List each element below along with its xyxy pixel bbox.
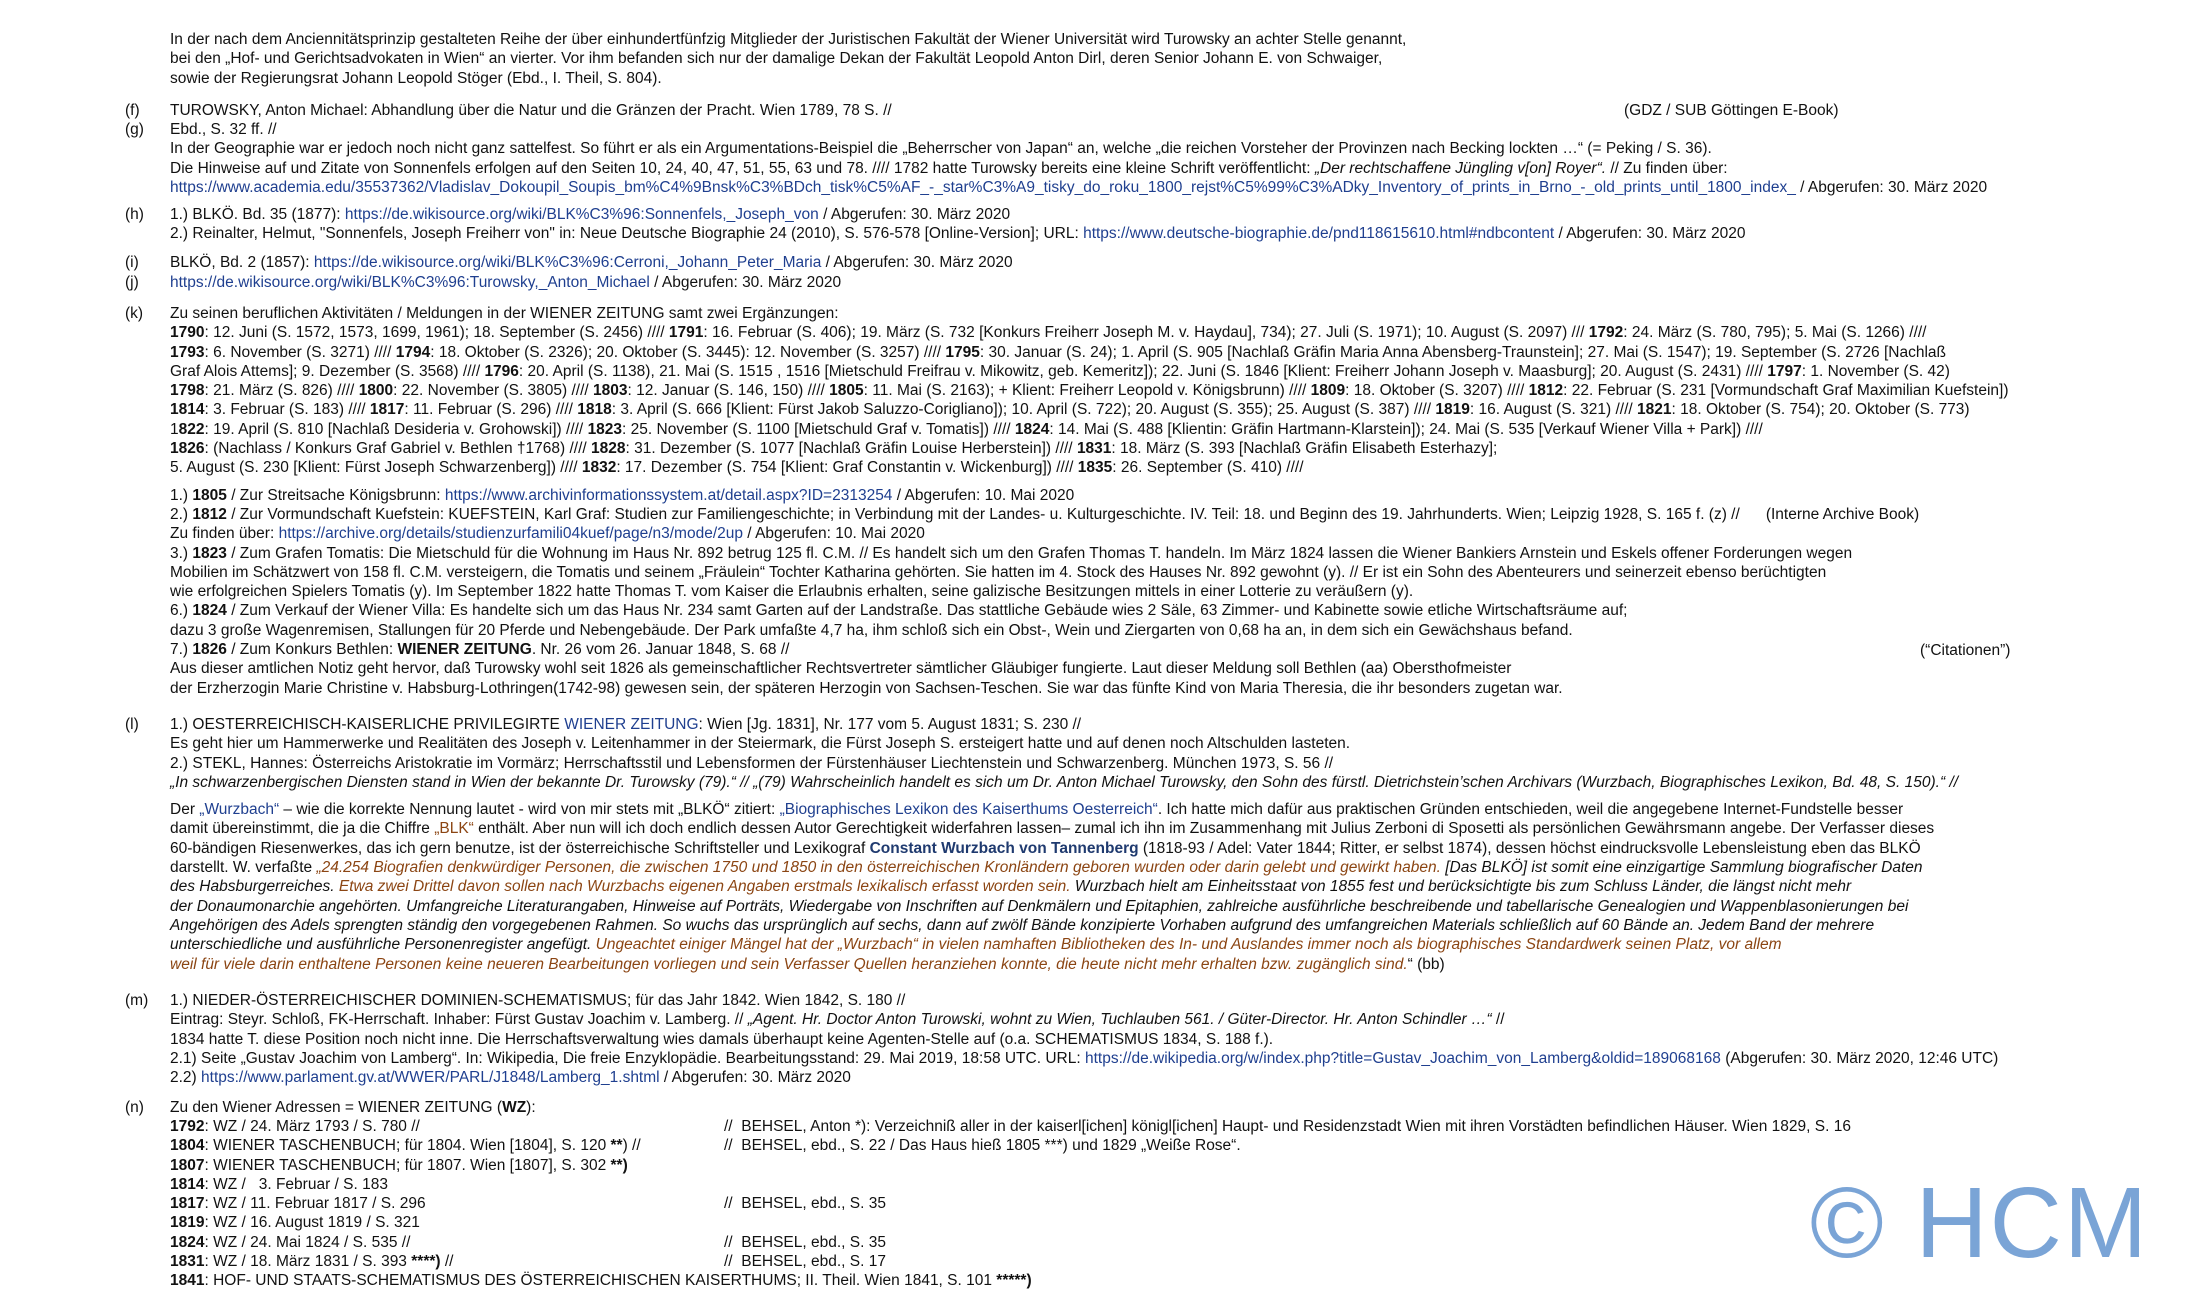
text: / Abgerufen: 30. März 2020 (1795, 178, 1988, 196)
behsel-entry (724, 1156, 1924, 1175)
spacer (170, 792, 2190, 800)
quoted-title: „Der rechtschaffene Jüngling v[on] Royer“. (1314, 159, 1607, 177)
supplement-1 (170, 486, 2190, 505)
intro-line: sowie der Regierungsrat Johann Leopold Stöger (Ebd., I. Theil, S. 804). (170, 69, 662, 87)
footnote-label-g: (g) (125, 121, 144, 138)
citationen-note: (“Citationen”) (1920, 642, 2011, 659)
text: Der (170, 801, 200, 819)
footnote-j (170, 273, 2190, 292)
year: 1826 (192, 641, 227, 659)
quote: unterschiedliche und ausführliche Personenregister angefügt. (170, 936, 596, 954)
behsel-list (724, 1117, 1924, 1291)
footnote-label-f: (f) (125, 102, 140, 119)
wurzbach-line (170, 955, 2190, 974)
entry-line: 1790: 12. Juni (S. 1572, 1573, 1699, 1961); 18. September (S. 2456) //// 1791: 16. Februar (S. 406); 19. März (S. 732 [Konkurs Freiherr Joseph M. v. Haydau], 734); 27. Juli (S. 1971); 10. August (S. 2097) /// 1792: 24. März (S. 780, 795); 5. Mai (S. 1266) //// (170, 324, 1927, 342)
footnote-i-line (170, 253, 2190, 272)
year: 1823 (192, 544, 227, 562)
text: 3.) (170, 544, 193, 562)
supplement-7-line: Aus dieser amtlichen Notiz geht hervor, daß Turowsky wohl seit 1826 als gemeinschaftlicher Rechtsvertreter sämtlicher Gläubiger fungierte. Laut dieser Meldung soll Bethlen (aa) Obersthofmeister (170, 660, 1512, 678)
footnote-m-line (170, 1049, 2190, 1068)
footnote-l-quote: „In schwarzenbergischen Diensten stand in Wien der bekannte Dr. Turowsky (79).“ // „(79) Wahrscheinlich handelt es sich um Dr. Anton Michael Turowsky, den Sohn des fürstl. Dietrichstein’schen Archivars (Wurzbach, Biographisches Lexikon, Bd. 48, S. 150).“ // (170, 773, 1959, 791)
text: “ (bb) (1407, 955, 1445, 973)
footnote-m-line: 1.) NIEDER-ÖSTERREICHISCHER DOMINIEN-SCHEMATISMUS; für das Jahr 1842. Wien 1842, S. 180 // (170, 992, 906, 1009)
supplement-2-line (170, 524, 2190, 543)
text: damit übereinstimmt, die ja die Chiffre (170, 820, 435, 838)
newspaper-name: WIENER ZEITUNG (397, 641, 532, 659)
supplement-3-line: Mobilien im Schätzwert von 158 fl. C.M. versteigern, die Tomatis und seinem „Fräulein“ Tochter Katharina gehörten. Sie hatten im 4. Stock des Hauses Nr. 892 gewohnt (y). // Er ist ein Sohn des Abenteurers und seinerzeit ebenso berüchtigten (170, 563, 1827, 581)
footnote-l-line (170, 715, 2190, 734)
wurzbach-line (170, 800, 2190, 819)
blk-term: „BLK“ (434, 820, 474, 838)
quote: des Habsburgerreiches. (170, 878, 339, 896)
behsel-entry: // BEHSEL, Anton *): Verzeichniß aller in der kaiserl[ichen] königl[ichen] Haupt- und Residenzstadt Wien mit ihren Vorstädten befindlichen Häuser. Wien 1829, S. 16 (724, 1118, 1851, 1135)
quote: Ungeachtet einiger Mängel hat der „Wurzbach“ in vielen namhaften Bibliotheken des In- und Auslandes immer noch als biographisches Standardwerk seinen Platz, vor allem (595, 936, 1782, 954)
newspaper-name: WIENER ZEITUNG (564, 716, 699, 733)
quote: Etwa zwei Drittel davon sollen nach Wurzbachs eigenen Angaben erstmals lexikalisch erfasst worden sein. (338, 878, 1071, 896)
supplement-6-line: dazu 3 große Wagenremisen, Stallungen für 20 Pferde und Nebengebäude. Der Park umfaßte 4,7 ha, ihm schloß sich ein Obst-, Wein und Ziergarten von 0,68 ha an, in dem sich ein Gewächshaus befand. (170, 621, 1573, 639)
text: 1.) (170, 486, 193, 504)
supplement-2 (170, 505, 2190, 524)
footnote-l-line: Es geht hier um Hammerwerke und Realitäten des Joseph v. Leitenhammer in der Steiermark, die Fürst Joseph S. ersteigert hatte und auf denen noch Altschulden lasteten. (170, 735, 1351, 753)
text: / Zur Vormundschaft Kuefstein: KUEFSTEIN, Karl Graf: Studien zur Familiengeschichte; in Verbindung mit der Landes- u. Kulturgeschichte. IV. Teil: 18. und Beginn des 19. Jahrhunderts. Wien; Leipzig 1928, S. 165 f. (z) // (226, 505, 1740, 523)
address-entry: 1819: WZ / 16. August 1819 / S. 321 (170, 1214, 420, 1232)
address-entry: 1814: WZ / 3. Februar / S. 183 (170, 1175, 388, 1193)
author-name: Constant Wurzbach von Tannenberg (869, 839, 1139, 857)
footnote-m (170, 991, 2190, 1087)
quote: Wurzbach hielt am Einheitsstaat von 1855 fest und berücksichtigte bis zum Schluss Länder, die längst nicht mehr (1070, 878, 1852, 896)
quote: weil für viele darin enthaltene Personen keine neueren Bearbeitungen vorliegen und sein Verfasser Quellen heranziehen konnte, die heute nicht mehr erhalten bzw. zugänglich sind. (170, 955, 1408, 973)
text: // (1491, 1011, 1505, 1029)
supplement-6 (170, 601, 2190, 620)
text: / Abgerufen: 10. Mai 2020 (743, 525, 925, 543)
wurzbach-line: Angehörigen des Adels sprengten ständig den vorgegebenen Rahmen. So wuchs das ursprünglich auf sechs, dann auf zwölf Bände konzipierte Vorhaben aufgrund des umfangreichen Materials schließlich auf 60 Bände an. Jedem Band der mehrere (170, 916, 1875, 934)
behsel-entry (724, 1213, 1924, 1232)
wikisource-cerroni-link[interactable]: https://de.wikisource.org/wiki/BLK%C3%96:Cerroni,_Johann_Peter_Maria (313, 254, 822, 271)
text: Eintrag: Steyr. Schloß, FK-Herrschaft. Inhaber: Fürst Gustav Joachim v. Lamberg. // (170, 1011, 748, 1029)
entry-line: 5. August (S. 230 [Klient: Fürst Joseph Schwarzenberg]) //// 1832: 17. Dezember (S. 754 [Klient: Graf Constantin v. Wickenburg]) //// 1835: 26. September (S. 410) //// (170, 459, 1304, 477)
wurzbach-line (170, 839, 2190, 858)
behsel-entry (724, 1271, 1924, 1290)
wiener-zeitung-entries (170, 323, 2190, 477)
academia-link[interactable]: https://www.academia.edu/35537362/Vladislav_Dokoupil_Soupis_bm%C4%9Bnsk%C3%BDch_tisk%C5%AF_-_star%C3%A9_tisky_do_roku_1800_rejst%C5%99%C3%ADky_Inventory_of_prints_in_Brno_-_old_prints_until_1800_index_ (170, 178, 1796, 196)
footnote-g-line: Ebd., S. 32 ff. // (170, 121, 277, 138)
footnote-label-h: (h) (125, 206, 144, 223)
address-entry: 1817: WZ / 11. Februar 1817 / S. 296 (170, 1195, 426, 1213)
text: . Ich hatte mich dafür aus praktischen Gründen entschieden, weil die angegebene Internet-Fundstelle besser (1157, 801, 1904, 819)
entry-line: 1798: 21. März (S. 826) //// 1800: 22. November (S. 3805) //// 1803: 12. Januar (S. 146, 150) //// 1805: 11. Mai (S. 2163); + Klient: Freiherr Leopold v. Königsbrunn) //// 1809: 18. Oktober (S. 3207) //// 1812: 22. Februar (S. 231 [Vormundschaft Graf Maximilian Kuefstein]) (170, 382, 2009, 400)
footnote-f-text: TUROWSKY, Anton Michael: Abhandlung über die Natur und die Gränzen der Pracht. Wien 1789, 78 S. // (170, 102, 892, 119)
entry-line: 1814: 3. Februar (S. 183) //// 1817: 11. Februar (S. 296) //// 1818: 3. April (S. 666 [Klient: Fürst Jakob Saluzzo-Corigliano]); 10. April (S. 722); 20. August (S. 355); 25. August (S. 387) //// 1819: 16. August (S. 321) //// 1821: 18. Oktober (S. 754); 20. Oktober (S. 773) (170, 401, 1970, 419)
text: / Abgerufen: 10. Mai 2020 (892, 486, 1075, 504)
footnote-j-line (170, 273, 2190, 292)
text: / Zum Verkauf der Wiener Villa: Es handelte sich um das Haus Nr. 234 samt Garten auf der Landstraße. Das stattliche Gebäude wies 2 Säle, 63 Zimmer- und Kabinette sowie etliche Wirtschaftsräume auf; (226, 602, 1628, 620)
wurzbach-term: „Wurzbach“ (199, 801, 280, 819)
address-entry: 1807: WIENER TASCHENBUCH; für 1807. Wien [1807], S. 302 **) (170, 1156, 628, 1174)
text: 7.) (170, 641, 193, 659)
text: / Abgerufen: 30. März 2020 (659, 1069, 851, 1087)
behsel-entry: // BEHSEL, ebd., S. 22 / Das Haus hieß 1805 ***) und 1829 „Weiße Rose“. (724, 1137, 1241, 1155)
address-entry: 1804: WIENER TASCHENBUCH; für 1804. Wien [1804], S. 120 **) // (170, 1137, 641, 1155)
footnote-g-line: In der Geographie war er jedoch noch nicht ganz sattelfest. So führt er als ein Argumentations-Beispiel die „Beherrscher von Japan“ an, welche „die reichen Vorsteher der Provinzen nach Becking lockten …“ (= Peking / S. 36). (170, 140, 1712, 158)
footnote-m-line (170, 1068, 2190, 1087)
text: / Abgerufen: 30. März 2020 (821, 254, 1013, 271)
footnote-i (170, 253, 2190, 272)
copyright-watermark: © HCM (1810, 1167, 2150, 1279)
address-entry: 1824: WZ / 24. Mai 1824 / S. 535 // (170, 1233, 411, 1251)
behsel-entry (724, 1175, 1924, 1194)
parlament-link[interactable]: https://www.parlament.gv.at/WWER/PARL/J1848/Lamberg_1.shtml (201, 1069, 660, 1087)
text: 2.) (170, 505, 193, 523)
footnote-n-head: Zu den Wiener Adressen = WIENER ZEITUNG (WZ): (170, 1099, 536, 1116)
text: / Abgerufen: 30. März 2020 (1554, 225, 1746, 243)
year: 1812 (192, 505, 227, 523)
text: 2.2) (170, 1069, 202, 1087)
footnote-f (170, 101, 2190, 120)
text: // Zu finden über: (1606, 159, 1728, 177)
text: / Zum Grafen Tomatis: Die Mietschuld für die Wohnung im Haus Nr. 892 betrug 125 fl. C.M. // Es handelt sich um den Grafen Thomas T. handeln. Im März 1824 lassen die Wiener Bankiers Arnstein und Eskels offener Forderungen wegen (226, 544, 1853, 562)
source-note: (Interne Archive Book) (1765, 505, 1920, 523)
text: / Zum Konkurs Bethlen: (226, 641, 398, 659)
text: (Abgerufen: 30. März 2020, 12:46 UTC) (1720, 1049, 1999, 1067)
text: Die Hinweise auf und Zitate von Sonnenfels erfolgen auf den Seiten 10, 24, 40, 47, 51, 55, 63 und 78. //// 1782 hatte Turowsky bereits eine kleine Schrift veröffentlicht: (170, 159, 1315, 177)
text: 1.) OESTERREICHISCH-KAISERLICHE PRIVILEGIRTE (170, 716, 565, 733)
footnote-label-l: (l) (125, 716, 139, 733)
footnote-label-m: (m) (125, 992, 149, 1009)
footnote-h-line (170, 205, 2190, 224)
footnote-label-k: (k) (125, 305, 144, 322)
wurzbach-line (170, 858, 2190, 877)
address-entry: 1792: WZ / 24. März 1793 / S. 780 // (170, 1118, 420, 1135)
footnote-h-line (170, 224, 2190, 243)
wurzbach-line (170, 877, 2190, 896)
footnote-n (170, 1098, 2190, 1117)
text: / Abgerufen: 30. März 2020 (818, 206, 1011, 223)
footnote-k (170, 304, 2190, 698)
quote: „Agent. Hr. Doctor Anton Turowski, wohnt zu Wien, Tuchlauben 561. / Güter-Director. Hr. Anton Schindler …“ (747, 1011, 1492, 1029)
text: darstellt. W. verfaßte (170, 859, 317, 877)
supplement-3-line: wie erfolgreichen Spielers Tomatis (y). Im September 1822 hatte Thomas T. vom Kaiser die Erlaubnis erhalten, seine galizische Besitzungen mittels in einer Lotterie zu veräußern (y). (170, 583, 1414, 601)
entry-line: Graf Alois Attems]; 9. Dezember (S. 3568) //// 1796: 20. April (S. 1138), 21. Mai (S. 1515 , 1516 [Mietschuld Freifrau v. Mikowitz, geb. Kemeritz]); 22. Juni (S. 1846 [Klient: Freiherr Johann Joseph v. Maasburg]; 20. August (S. 2431) //// 1797: 1. November (S. 42) (170, 362, 1950, 380)
quote: „24.254 Biografien denkwürdiger Personen, die zwischen 1750 und 1850 in den österreichischen Kronländern geboren wurden oder darin gelebt und gewirkt haben. (316, 859, 1441, 877)
behsel-entry: // BEHSEL, ebd., S. 17 (724, 1253, 886, 1271)
entry-line: 1793: 6. November (S. 3271) //// 1794: 18. Oktober (S. 2326); 20. Oktober (S. 3445): 12. November (S. 3257) //// 1795: 30. Januar (S. 24); 1. April (S. 905 [Nachlaß Gräfin Maria Anna Abensberg-Traunstein]; 27. Mai (S. 1547); 19. September (S. 2726 [Nachlaß (170, 343, 1946, 361)
archivinformationssystem-link[interactable]: https://www.archivinformationssystem.at/detail.aspx?ID=2313254 (444, 486, 893, 504)
footnote-g-line (170, 178, 2190, 197)
footnote-m-line (170, 1010, 2190, 1029)
wikisource-sonnenfels-link[interactable]: https://de.wikisource.org/wiki/BLK%C3%96:Sonnenfels,_Joseph_von (344, 206, 819, 223)
text: 6.) (170, 602, 193, 620)
wurzbach-line: der Donaumonarchie angehörten. Umfangreiche Literaturangaben, Hinweise auf Porträts, Wiedergabe von Inschriften auf Denkmälern und Epitaphien, zahlreiche ausführliche beschreibende und tabellarische Genealogien und Wappenblasonierungen bei (170, 897, 1909, 915)
entry-line: 1826: (Nachlass / Konkurs Graf Gabriel v. Bethlen †1768) //// 1828: 31. Dezember (S. 1077 [Nachlaß Gräfin Louise Herberstein]) //// 1831: 18. März (S. 393 [Nachlaß Gräfin Elisabeth Esterhazy]; (170, 440, 1498, 458)
text: BLKÖ, Bd. 2 (1857): (170, 254, 314, 271)
footnote-l (170, 715, 2190, 974)
text: (1818-93 / Adel: Vater 1844; Ritter, er selbst 1874), dessen höchst eindrucksvolle Lebensleistung eben das BLKÖ (1138, 839, 1921, 857)
footnote-label-i: (i) (125, 254, 139, 271)
text: 1.) BLKÖ. Bd. 35 (1877): (170, 206, 345, 223)
supplement-7-line: der Erzherzogin Marie Christine v. Habsburg-Lothringen(1742-98) gewesen sein, der späteren Herzogin von Sachsen-Teschen. Sie war das fünfte Kind von Maria Theresia, die ihr besonders zugetan war. (170, 679, 1563, 697)
behsel-entry: // BEHSEL, ebd., S. 35 (724, 1195, 886, 1213)
footnote-l-line: 2.) STEKL, Hannes: Österreichs Aristokratie im Vormärz; Herrschaftsstil und Lebensformen der Fürstenhäuser Liechtenstein und Schwarzenberg. München 1973, S. 56 // (170, 754, 1334, 772)
intro-paragraph (170, 30, 2190, 88)
footnote-g (170, 120, 2190, 197)
footnote-label-j: (j) (125, 274, 139, 291)
quote: [Das BLKÖ] ist somit eine einzigartige Sammlung biografischer Daten (1440, 859, 1923, 877)
lexikon-title: „Biographisches Lexikon des Kaiserthums Oesterreich“ (779, 801, 1158, 819)
entry-line: 1822: 19. April (S. 810 [Nachlaß Desideria v. Grohowski]) //// 1823: 25. November (S. 1100 [Mietschuld Graf v. Tomatis]) //// 1824: 14. Mai (S. 488 [Klientin: Gräfin Hartmann-Klarstein]); 24. Mai (S. 535 [Verkauf Wiener Villa + Park]) //// (170, 420, 1763, 438)
address-entry: 1831: WZ / 18. März 1831 / S. 393 ****) // (170, 1253, 454, 1271)
text: / Zur Streitsache Königsbrunn: (226, 486, 445, 504)
footnote-g-line (170, 159, 2190, 178)
address-entry: 1841: HOF- UND STAATS-SCHEMATISMUS DES ÖSTERREICHISCHEN KAISERTHUMS; II. Theil. Wien 1841, S. 101 *****) (170, 1272, 1032, 1290)
text: enthält. Aber nun will ich doch endlich dessen Autor Gerechtigkeit widerfahren lassen– zumal ich ihn im Zusammenhang mit Julius Zerboni di Sposetti als persönlichen Gewährsmann angebe. Der Verfasser dieses (473, 820, 1935, 838)
footnote-h (170, 205, 2190, 244)
wikipedia-lamberg-link[interactable]: https://de.wikipedia.org/w/index.php?title=Gustav_Joachim_von_Lamberg&oldid=189068168 (1084, 1049, 1721, 1067)
supplement-7 (170, 640, 2190, 659)
text: . Nr. 26 vom 26. Januar 1848, S. 68 // (531, 641, 790, 659)
footnote-label-n: (n) (125, 1099, 144, 1116)
text: Zu finden über: (170, 525, 279, 543)
year: 1824 (192, 602, 227, 620)
footnote-m-line: 1834 hatte T. diese Position noch nicht inne. Die Herrschaftsverwaltung wies damals überhaupt keine Agenten-Stelle auf (o.a. SCHEMATISMUS 1834, S. 188 f.). (170, 1030, 1274, 1048)
year: 1805 (192, 486, 227, 504)
intro-line: In der nach dem Anciennitätsprinzip gestalteten Reihe der über einhundertfünfzig Mitglieder der Juristischen Fakultät der Wiener Universität wird Turowsky an achter Stelle genannt, (170, 31, 1407, 48)
wikisource-turowsky-link[interactable]: https://de.wikisource.org/wiki/BLK%C3%96:Turowsky,_Anton_Michael (170, 274, 650, 291)
text: 2.1) Seite „Gustav Joachim von Lamberg“. In: Wikipedia, Die freie Enzyklopädie. Bearbeitungsstand: 29. Mai 2019, 18:58 UTC. URL: (170, 1049, 1085, 1067)
text: / Abgerufen: 30. März 2020 (649, 274, 842, 291)
text: – wie die korrekte Nennung lautet - wird von mir stets mit „BLKÖ“ zitiert: (279, 801, 780, 819)
spacer (170, 478, 2190, 486)
wurzbach-line (170, 935, 2190, 954)
supplement-3 (170, 544, 2190, 563)
text: 2.) Reinalter, Helmut, "Sonnenfels, Joseph Freiherr von" in: Neue Deutsche Biographie 24 (2010), S. 576-578 [Online-Version]; URL: (170, 225, 1084, 243)
text: : Wien [Jg. 1831], Nr. 177 vom 5. August 1831; S. 230 // (698, 716, 1082, 733)
text: 60-bändigen Riesenwerkes, das ich gern benutze, ist der österreichische Schriftsteller und Lexikograf (170, 839, 870, 857)
footnote-k-head: Zu seinen beruflichen Aktivitäten / Meldungen in der WIENER ZEITUNG samt zwei Ergänzungen: (170, 305, 839, 322)
archive-org-link[interactable]: https://archive.org/details/studienzurfamili04kuef/page/n3/mode/2up (278, 525, 743, 543)
wurzbach-line (170, 819, 2190, 838)
intro-line: bei den „Hof- und Gerichtsadvokaten in Wien“ an vierter. Vor ihm befanden sich nur der damalige Dekan der Fakultät Leopold Anton Dirl, deren Senior Johann E. von Schwaiger, (170, 50, 1383, 68)
deutsche-biographie-link[interactable]: https://www.deutsche-biographie.de/pnd118615610.html#ndbcontent (1083, 225, 1555, 243)
behsel-entry: // BEHSEL, ebd., S. 35 (724, 1233, 886, 1251)
footnote-f-source: (GDZ / SUB Göttingen E-Book) (1624, 102, 1839, 119)
